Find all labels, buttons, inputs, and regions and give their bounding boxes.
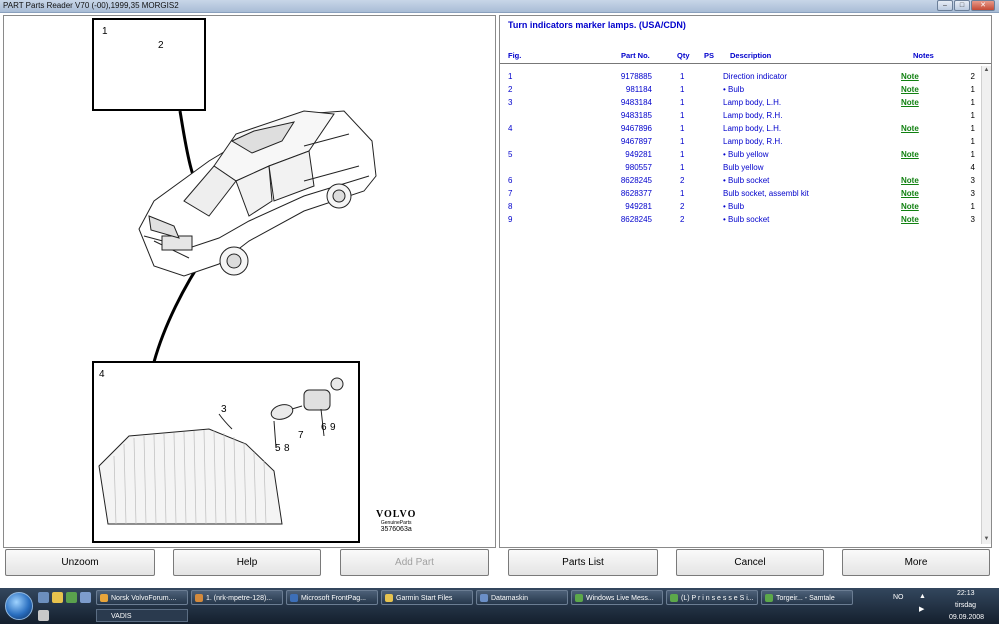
callout-num-3: 3 <box>221 404 227 415</box>
header-notes: Notes <box>913 51 934 60</box>
volvo-logo: VOLVO <box>376 509 417 520</box>
parts-scrollbar[interactable] <box>981 66 991 544</box>
window-controls <box>937 0 995 11</box>
cell-qty: 1 <box>680 163 685 172</box>
cell-desc: • Bulb yellow <box>723 150 769 159</box>
table-row[interactable] <box>500 96 980 109</box>
callout-num-2: 2 <box>158 40 164 51</box>
taskbar-item[interactable]: Datamaskin <box>476 590 568 605</box>
volvo-brand <box>376 509 416 534</box>
cell-part: 980557 <box>625 163 652 172</box>
volume-icon[interactable]: ▶ <box>919 606 925 613</box>
cell-fig: 8 <box>508 202 513 211</box>
frontpage-icon <box>290 594 298 602</box>
add-part-button[interactable]: Add Part <box>340 549 489 576</box>
cell-part: 949281 <box>625 202 652 211</box>
cell-part: 8628245 <box>620 215 652 224</box>
callout-bottom <box>92 361 360 543</box>
cell-part: 9483184 <box>620 98 652 107</box>
small-app-icon[interactable] <box>38 610 49 621</box>
cell-count: 3 <box>970 176 975 185</box>
cell-part: 9178885 <box>620 72 652 81</box>
header-fig: Fig. <box>508 51 522 60</box>
messenger-icon <box>765 594 773 602</box>
more-button[interactable]: More <box>842 549 990 576</box>
cell-fig: 4 <box>508 124 513 133</box>
table-row[interactable] <box>500 109 980 122</box>
cell-qty: 1 <box>680 72 685 81</box>
switch-windows-icon[interactable] <box>80 592 91 603</box>
cell-fig: 2 <box>508 85 513 94</box>
clock-time: 22:13 <box>957 590 975 597</box>
cell-qty: 1 <box>680 85 685 94</box>
cell-count: 1 <box>970 150 975 159</box>
callout-num-7: 7 <box>298 430 304 441</box>
note-link[interactable]: Note <box>901 85 919 94</box>
header-ps: PS <box>704 51 715 60</box>
cell-fig: 9 <box>508 215 513 224</box>
help-button[interactable]: Help <box>173 549 321 576</box>
cell-qty: 1 <box>680 137 685 146</box>
taskbar-item[interactable]: Torgeir... - Samtale <box>761 590 853 605</box>
cell-part: 8628377 <box>620 189 652 198</box>
note-link[interactable]: Note <box>901 72 919 81</box>
cell-desc: Bulb yellow <box>723 163 764 172</box>
header-qty: Qty <box>677 51 690 60</box>
cell-desc: Direction indicator <box>723 72 788 81</box>
cell-desc: • Bulb socket <box>723 176 770 185</box>
callout-num-5: 5 <box>275 443 281 454</box>
table-row[interactable] <box>500 200 980 213</box>
table-row[interactable] <box>500 213 980 226</box>
cell-part: 8628245 <box>620 176 652 185</box>
browser-icon[interactable] <box>66 592 77 603</box>
cell-desc: Lamp body, R.H. <box>723 137 783 146</box>
cell-desc: Lamp body, R.H. <box>723 111 783 120</box>
folder-icon <box>385 594 393 602</box>
taskbar-item[interactable]: Norsk VolvoForum.... <box>96 590 188 605</box>
cell-count: 1 <box>970 98 975 107</box>
taskbar-item[interactable]: 1. (nrk-mpetre-128)... <box>191 590 283 605</box>
callout-num-8: 8 <box>284 443 290 454</box>
maximize-button[interactable]: □ <box>954 0 970 11</box>
cell-qty: 2 <box>680 215 685 224</box>
cell-qty: 2 <box>680 176 685 185</box>
callout-num-9: 9 <box>330 422 336 433</box>
scroll-up-icon[interactable]: ▲ <box>983 67 990 73</box>
window-title: PART Parts Reader V70 (-00),1999,35 MORGIS2 <box>3 1 179 10</box>
taskbar-item-vadis[interactable]: VADIS <box>96 609 188 622</box>
cell-fig: 5 <box>508 150 513 159</box>
cell-part: 9467896 <box>620 124 652 133</box>
messenger-icon <box>575 594 583 602</box>
parts-panel <box>499 15 992 548</box>
callout-num-4: 4 <box>99 369 105 380</box>
cell-count: 4 <box>970 163 975 172</box>
cell-fig: 7 <box>508 189 513 198</box>
table-row[interactable] <box>500 70 980 83</box>
note-link[interactable]: Note <box>901 150 919 159</box>
minimize-button[interactable]: – <box>937 0 953 11</box>
clock-date: 09.09.2008 <box>949 614 985 621</box>
cell-count: 1 <box>970 124 975 133</box>
callout-num-6: 6 <box>321 422 327 433</box>
cell-count: 2 <box>970 72 975 81</box>
table-row[interactable] <box>500 187 980 200</box>
cell-part: 9483185 <box>620 111 652 120</box>
cell-desc: Bulb socket, assembl kit <box>723 189 809 198</box>
cell-desc: • Bulb <box>723 202 745 211</box>
note-link[interactable]: Note <box>901 215 919 224</box>
start-button[interactable] <box>5 592 33 620</box>
language-indicator[interactable]: NO <box>893 594 904 601</box>
note-link[interactable]: Note <box>901 189 919 198</box>
show-desktop-icon[interactable] <box>38 592 49 603</box>
browser-icon <box>100 594 108 602</box>
cell-count: 1 <box>970 85 975 94</box>
computer-icon <box>480 594 488 602</box>
illustration-code: 3576063a <box>380 526 412 533</box>
taskbar-item[interactable]: Windows Live Mess... <box>571 590 663 605</box>
cell-qty: 1 <box>680 150 685 159</box>
cell-qty: 1 <box>680 189 685 198</box>
parts-list-button[interactable]: Parts List <box>508 549 658 576</box>
table-row[interactable] <box>500 161 980 174</box>
window-titlebar <box>0 0 999 13</box>
cell-desc: Lamp body, L.H. <box>723 98 782 107</box>
close-button[interactable]: ✕ <box>971 0 995 11</box>
clock-day: tirsdag <box>955 602 977 609</box>
cell-desc: Lamp body, L.H. <box>723 124 782 133</box>
taskbar-item[interactable]: (L) P r i n s e s s e S i... <box>666 590 758 605</box>
header-desc: Description <box>730 51 772 60</box>
header-part: Part No. <box>621 51 650 60</box>
cell-part: 981184 <box>625 85 652 94</box>
note-link[interactable]: Note <box>901 202 919 211</box>
cell-count: 3 <box>970 189 975 198</box>
table-row[interactable] <box>500 135 980 148</box>
callout-num-1: 1 <box>102 26 108 37</box>
network-icon[interactable]: ▲ <box>919 593 926 600</box>
cell-count: 1 <box>970 202 975 211</box>
cell-part: 9467897 <box>620 137 652 146</box>
cell-desc: • Bulb socket <box>723 215 770 224</box>
cancel-button[interactable]: Cancel <box>676 549 824 576</box>
callout-top <box>92 18 206 111</box>
system-tray <box>889 588 999 624</box>
messenger-icon <box>670 594 678 602</box>
parts-title: Turn indicators marker lamps. (USA/CDN) <box>508 20 686 30</box>
cell-fig: 6 <box>508 176 513 185</box>
scroll-down-icon[interactable]: ▼ <box>983 536 990 542</box>
parts-table-header <box>500 49 991 64</box>
cell-qty: 1 <box>680 111 685 120</box>
cell-part: 949281 <box>625 150 652 159</box>
cell-count: 1 <box>970 111 975 120</box>
app-icon <box>195 594 203 602</box>
taskbar-item[interactable]: Microsoft FrontPag... <box>286 590 378 605</box>
note-link[interactable]: Note <box>901 98 919 107</box>
taskbar-item[interactable]: Garmin Start Files <box>381 590 473 605</box>
explorer-icon[interactable] <box>52 592 63 603</box>
parts-table-body <box>500 70 980 226</box>
note-link[interactable]: Note <box>901 124 919 133</box>
unzoom-button[interactable]: Unzoom <box>5 549 155 576</box>
cell-fig: 3 <box>508 98 513 107</box>
cell-count: 3 <box>970 215 975 224</box>
note-link[interactable]: Note <box>901 176 919 185</box>
cell-qty: 1 <box>680 124 685 133</box>
brand-subtitle: GenuineParts <box>380 520 412 526</box>
cell-desc: • Bulb <box>723 85 745 94</box>
table-row[interactable] <box>500 148 980 161</box>
cell-count: 1 <box>970 137 975 146</box>
table-row[interactable] <box>500 122 980 135</box>
table-row[interactable] <box>500 83 980 96</box>
cell-qty: 1 <box>680 98 685 107</box>
illustration-panel <box>3 15 496 548</box>
cell-qty: 2 <box>680 202 685 211</box>
cell-fig: 1 <box>508 72 513 81</box>
table-row[interactable] <box>500 174 980 187</box>
